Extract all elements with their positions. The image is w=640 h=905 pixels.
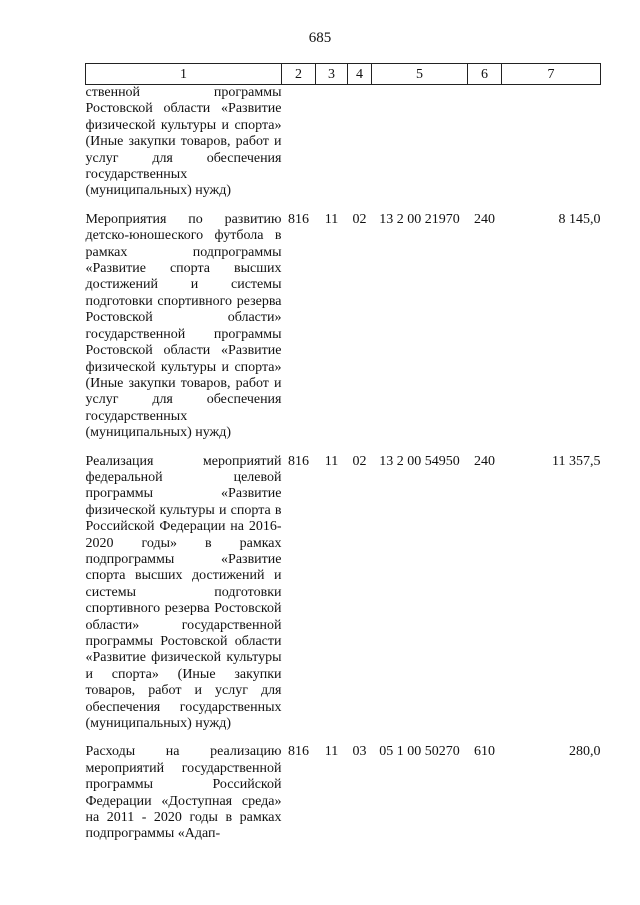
column-header: 1 bbox=[86, 64, 282, 85]
cell-col7: 8 145,0 bbox=[558, 211, 601, 227]
cell-col7: 280,0 bbox=[569, 744, 601, 760]
cell-col3: 11 bbox=[324, 211, 339, 227]
column-header: 4 bbox=[348, 64, 372, 85]
cell-col6: 240 bbox=[474, 211, 495, 227]
cell-col4 bbox=[348, 85, 372, 200]
row-description: Мероприятия по развитию детско-юношеского футбола в рамках подпрограммы «Развитие спорта высших достижений и системы подготовки спортивного резерва Ростовской области» государственной программы Ростовской области «Развитие физической культуры и спорта» (Иные закупки товаров, работ и услуг для обеспечения государственных (муниципальных) нужд) bbox=[85, 211, 282, 441]
table-row bbox=[86, 212, 601, 442]
cell-col4: 03 bbox=[352, 744, 367, 760]
row-description: ственной программы Ростовской области «Развитие физической культуры и спорта» (Иные закупки товаров, работ и услуг для обеспечения государственных (муниципальных) нужд) bbox=[85, 85, 282, 199]
table-row bbox=[86, 85, 601, 200]
cell-col2: 816 bbox=[288, 453, 309, 469]
row-description: Расходы на реализацию мероприятий государственной программы Российской Федерации «Доступная среда» на 2011 - 2020 годы в рамках подпрограммы «Адап- bbox=[85, 744, 282, 842]
row-description: Реализация мероприятий федеральной целевой программы «Развитие физической культуры и спорта в Российской Федерации на 2016-2020 годы» в рамках подпрограммы «Развитие спорта высших достижений и системы подготовки спортивного резерва Ростовской области» государственной программы Ростовской области «Развитие физической культуры и спорта» (Иные закупки товаров, работ и услуг для обеспечения государственных (муниципальных) нужд) bbox=[85, 453, 282, 732]
page-number: 685 bbox=[308, 30, 332, 46]
column-header: 7 bbox=[502, 64, 601, 85]
cell-col3: 11 bbox=[324, 453, 339, 469]
cell-col6 bbox=[468, 85, 502, 200]
cell-col3 bbox=[316, 85, 348, 200]
cell-col3: 11 bbox=[324, 744, 339, 760]
cell-col5: 13 2 00 54950 bbox=[379, 453, 460, 469]
column-header: 5 bbox=[372, 64, 468, 85]
cell-col7 bbox=[502, 85, 601, 200]
cell-col6: 240 bbox=[474, 453, 495, 469]
cell-col7: 11 357,5 bbox=[552, 453, 601, 469]
cell-col4: 02 bbox=[352, 453, 367, 469]
column-header: 2 bbox=[282, 64, 316, 85]
budget-table bbox=[85, 63, 601, 843]
column-header: 3 bbox=[316, 64, 348, 85]
table-row bbox=[86, 744, 601, 842]
cell-col4: 02 bbox=[352, 211, 367, 227]
cell-col2 bbox=[282, 85, 316, 200]
cell-col6: 610 bbox=[474, 744, 495, 760]
cell-col5 bbox=[372, 85, 468, 200]
cell-col2: 816 bbox=[288, 744, 309, 760]
table-header-row bbox=[86, 64, 601, 85]
column-header: 6 bbox=[468, 64, 502, 85]
cell-col5: 05 1 00 50270 bbox=[379, 744, 460, 760]
table-row bbox=[86, 454, 601, 733]
cell-col5: 13 2 00 21970 bbox=[379, 211, 460, 227]
cell-col2: 816 bbox=[288, 211, 309, 227]
